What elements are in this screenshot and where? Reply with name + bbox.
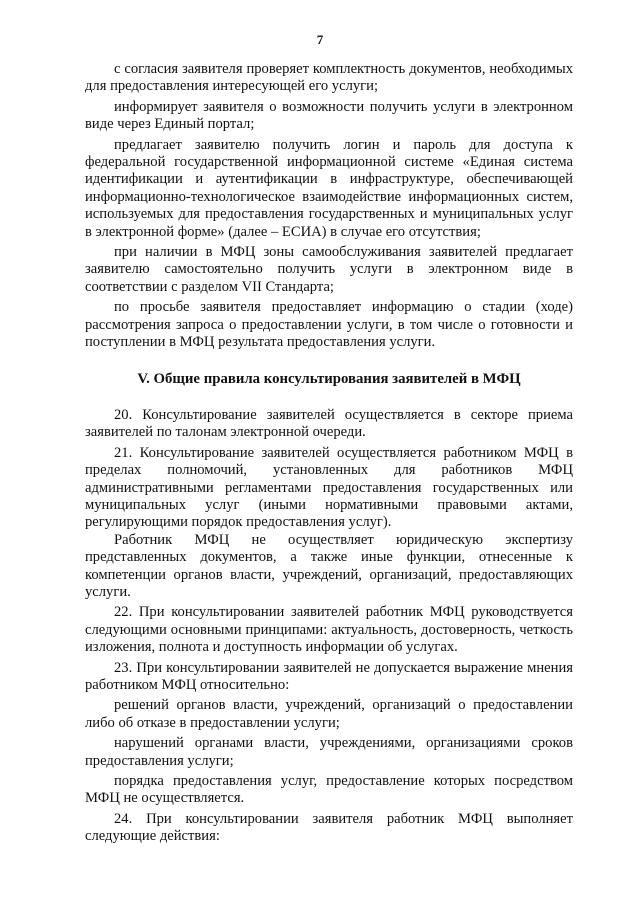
paragraph: информирует заявителя о возможности получить услуги в электронном виде через Единый портал; (85, 98, 573, 133)
paragraph: по просьбе заявителя предоставляет информацию о стадии (ходе) рассмотрения запроса о предоставлении услуги, в том числе о готовности и поступлении в МФЦ результата предоставления услуги. (85, 299, 573, 351)
section-heading: V. Общие правила консультирования заявителей в МФЦ (137, 370, 521, 387)
document-body (85, 61, 573, 849)
paragraph: решений органов власти, учреждений, организаций о предоставлении либо об отказе в предоставлении услуги; (85, 697, 573, 731)
paragraph: 20. Консультирование заявителей осуществляется в секторе приема заявителей по талонам электронной очереди. (85, 406, 573, 441)
paragraph: нарушений органами власти, учреждениями, организациями сроков предоставления услуги; (85, 735, 573, 769)
paragraph: 22. При консультировании заявителей работник МФЦ руководствуется следующими основными принципами: актуальность, достоверность, четкость изложения, полнота и доступность информации об услугах. (85, 604, 573, 656)
paragraph: Работник МФЦ не осуществляет юридическую экспертизу представленных документов, а также иные функции, отнесенные к компетенции органов власти, учреждений, организаций, предоставляющих услуги. (85, 531, 573, 600)
paragraph: 23. При консультировании заявителей не допускается выражение мнения работником МФЦ относительно: (85, 659, 573, 693)
paragraph: порядка предоставления услуг, предоставление которых посредством МФЦ не осуществляется. (85, 773, 573, 807)
page-number: 7 (316, 32, 324, 47)
paragraph: с согласия заявителя проверяет комплектность документов, необходимых для предоставления интересующей его услуги; (85, 61, 573, 95)
paragraph: предлагает заявителю получить логин и пароль для доступа к федеральной государственной информационной системе «Единая система идентификации и аутентификации в инфраструктуре, обеспечивающей информационно-технологическое взаимодействие информационных систем, используемых для предоставления государственных и муниципальных услуг в электронной форме» (далее – ЕСИА) в случае его отсутствия; (85, 136, 573, 240)
paragraph: 24. При консультировании заявителя работник МФЦ выполняет следующие действия: (85, 810, 573, 845)
paragraph: при наличии в МФЦ зоны самообслуживания заявителей предлагает заявителю самостоятельно получить услуги в электронном виде в соответствии с разделом VII Стандарта; (85, 244, 573, 295)
paragraph: 21. Консультирование заявителей осуществляется работником МФЦ в пределах полномочий, установленных для работников МФЦ административными регламентами предоставления государственных или муниципальных услуг (иными нормативными правовыми актами, регулирующими порядок предоставления услуг). (85, 444, 573, 531)
